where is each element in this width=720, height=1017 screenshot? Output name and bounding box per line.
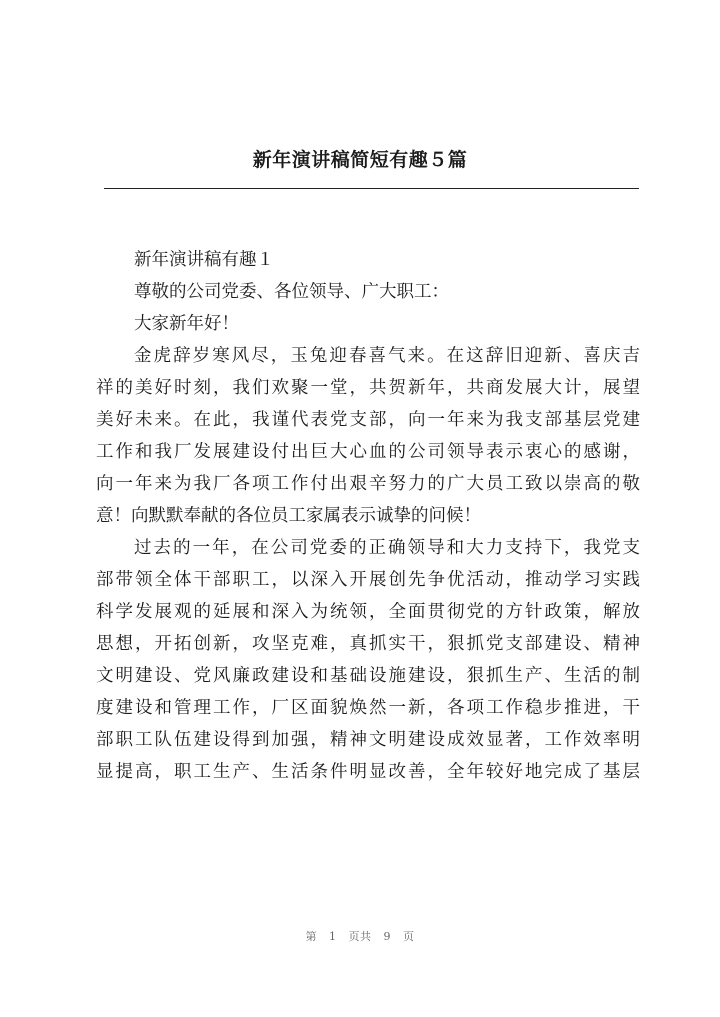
body-line: 文明建设、党风廉政建设和基础设施建设，狠抓生产、生活的制 [96,666,640,686]
footer-total-pages: 9 [383,930,391,943]
body-line-tail: 向一年来为我支部基层党建 [408,410,640,430]
body-line: 思想，开拓创新，攻坚克难，真抓实干，狠抓党支部建设、精神 [96,634,640,654]
body-line: 意！向默默奉献的各位员工家属表示诚挚的问候！ [96,506,481,526]
body-line: 部职工队伍建设得到加强，精神文明建设成效显著，工作效率明 [96,730,640,750]
footer-prefix: 第 [305,930,317,943]
body-line: 金虎辞岁寒风尽，玉兔迎春喜气来。在这辞旧迎新、喜庆吉 [134,346,640,366]
body-line: 科学发展观的延展和深入为统领，全面贯彻党的方针政策，解放 [96,602,640,622]
title-divider [104,188,639,189]
footer-current-page: 1 [329,930,337,943]
page-footer [0,928,720,944]
body-line: 显提高，职工生产、生活条件明显改善，全年较好地完成了基层 [96,762,640,782]
body-line [96,404,640,436]
body-line-head: 美好未来。在此，我谨代表党支部， [96,410,408,430]
body-line: 部带领全体干部职工，以深入开展创先争优活动，推动学习实践 [96,570,640,590]
body-line: 尊敬的公司党委、各位领导、广大职工： [134,282,449,302]
body-line: 大家新年好！ [134,314,239,334]
document-title: 新年演讲稿简短有趣５篇 [252,149,468,171]
footer-suffix: 页 [403,930,415,943]
body-line: 过去的一年，在公司党委的正确领导和大力支持下，我党支 [134,538,640,558]
body-line: 向一年来为我厂各项工作付出艰辛努力的广大员工致以崇高的敬 [96,474,640,494]
footer-middle: 页共 [348,930,372,943]
body-line: 祥的美好时刻，我们欢聚一堂，共贺新年，共商发展大计，展望 [96,378,640,398]
body-line: 度建设和管理工作，厂区面貌焕然一新，各项工作稳步推进，干 [96,698,640,718]
document-body [96,244,640,788]
body-line: 新年演讲稿有趣１ [134,250,274,270]
body-line: 工作和我厂发展建设付出巨大心血的公司领导表示衷心的感谢， [96,442,640,462]
